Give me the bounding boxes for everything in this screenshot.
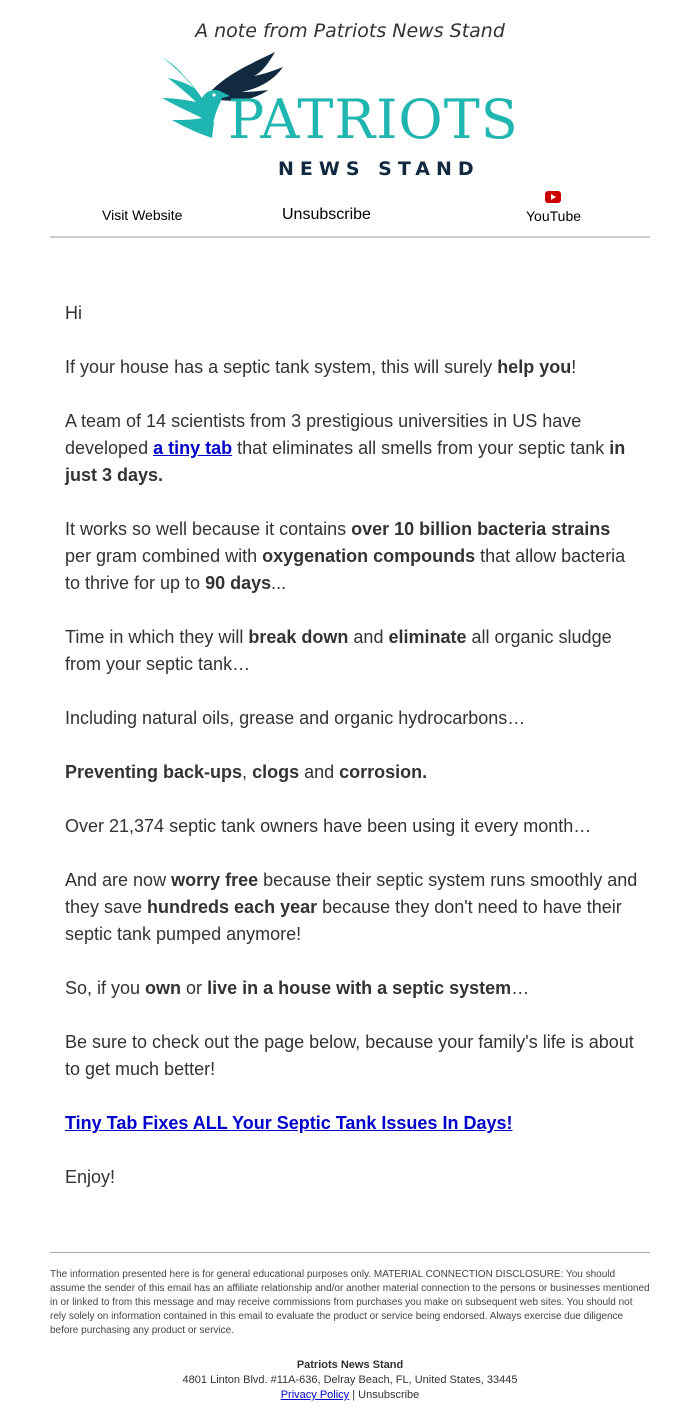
paragraph-help: If your house has a septic tank system, this will surely help you! [65, 357, 577, 377]
paragraph-breakdown: Time in which they will break down and eliminate all organic sludge from your septic tank… [65, 627, 612, 674]
paragraph-oils: Including natural oils, grease and organic hydrocarbons… [65, 708, 526, 728]
footer-separator: | [349, 1389, 359, 1401]
paragraph-own-house: So, if you own or live in a house with a septic system… [65, 978, 530, 998]
greeting: Hi [65, 303, 82, 323]
signoff: Enjoy! [65, 1167, 116, 1187]
footer-address: 4801 Linton Blvd. #11A-636, Delray Beach, FL, United States, 33445 [182, 1374, 518, 1386]
privacy-policy-link[interactable]: Privacy Policy [280, 1389, 350, 1401]
header-unsubscribe-link[interactable]: Unsubscribe [282, 206, 371, 223]
cta-link[interactable]: Tiny Tab Fixes ALL Your Septic Tank Issues In Days! [65, 1113, 513, 1133]
brand-subtitle: NEWS STAND [278, 158, 480, 180]
visit-website-link[interactable]: Visit Website [102, 207, 183, 223]
youtube-play-icon[interactable] [545, 191, 561, 203]
tiny-tab-link[interactable]: a tiny tab [153, 438, 233, 458]
paragraph-check-out: Be sure to check out the page below, because your family's life is about to get much better! [65, 1032, 634, 1079]
youtube-link[interactable]: YouTube [526, 208, 582, 224]
footer-unsubscribe-link[interactable]: Unsubscribe [358, 1389, 420, 1401]
footer-divider [50, 1252, 650, 1253]
footer-links [0, 1388, 700, 1403]
footer-company-name: Patriots News Stand [296, 1359, 404, 1371]
paragraph-scientists: A team of 14 scientists from 3 prestigious universities in US have developed a tiny tab that eliminates all smells from your septic tank in just 3 days. [65, 411, 626, 485]
paragraph-worry-free: And are now worry free because their septic system runs smoothly and they save hundreds each year because they don't need to have their septic tank pumped anymore! [65, 870, 638, 944]
paragraph-preventing: Preventing back-ups, clogs and corrosion. [65, 762, 428, 782]
brand-name: PATRIOTS [228, 88, 519, 151]
cta-paragraph [65, 1110, 640, 1137]
footer-address-block [0, 1358, 700, 1403]
header-nav [50, 190, 650, 238]
disclaimer-text: The information presented here is for general educational purposes only. MATERIAL CONNECTION DISCLOSURE: You should assume the sender of this email has an affiliate relationship and/or another material connection to the persons or businesses mentioned in or linked to from this message and may receive commissions from purchases you make on subsequent web sites. You should not rely solely on information contained in this email to evaluate the product or service being endorsed. Always exercise due diligence before purchasing any product or service. [50, 1269, 650, 1336]
header-tagline: A note from Patriots News Stand [195, 20, 505, 42]
paragraph-bacteria: It works so well because it contains over 10 billion bacteria strains per gram combined with oxygenation compounds that allow bacteria to thrive for up to 90 days... [65, 519, 626, 593]
brand-logo [150, 50, 550, 185]
email-body [65, 300, 640, 1218]
paragraph-owners: Over 21,374 septic tank owners have been using it every month… [65, 816, 592, 836]
